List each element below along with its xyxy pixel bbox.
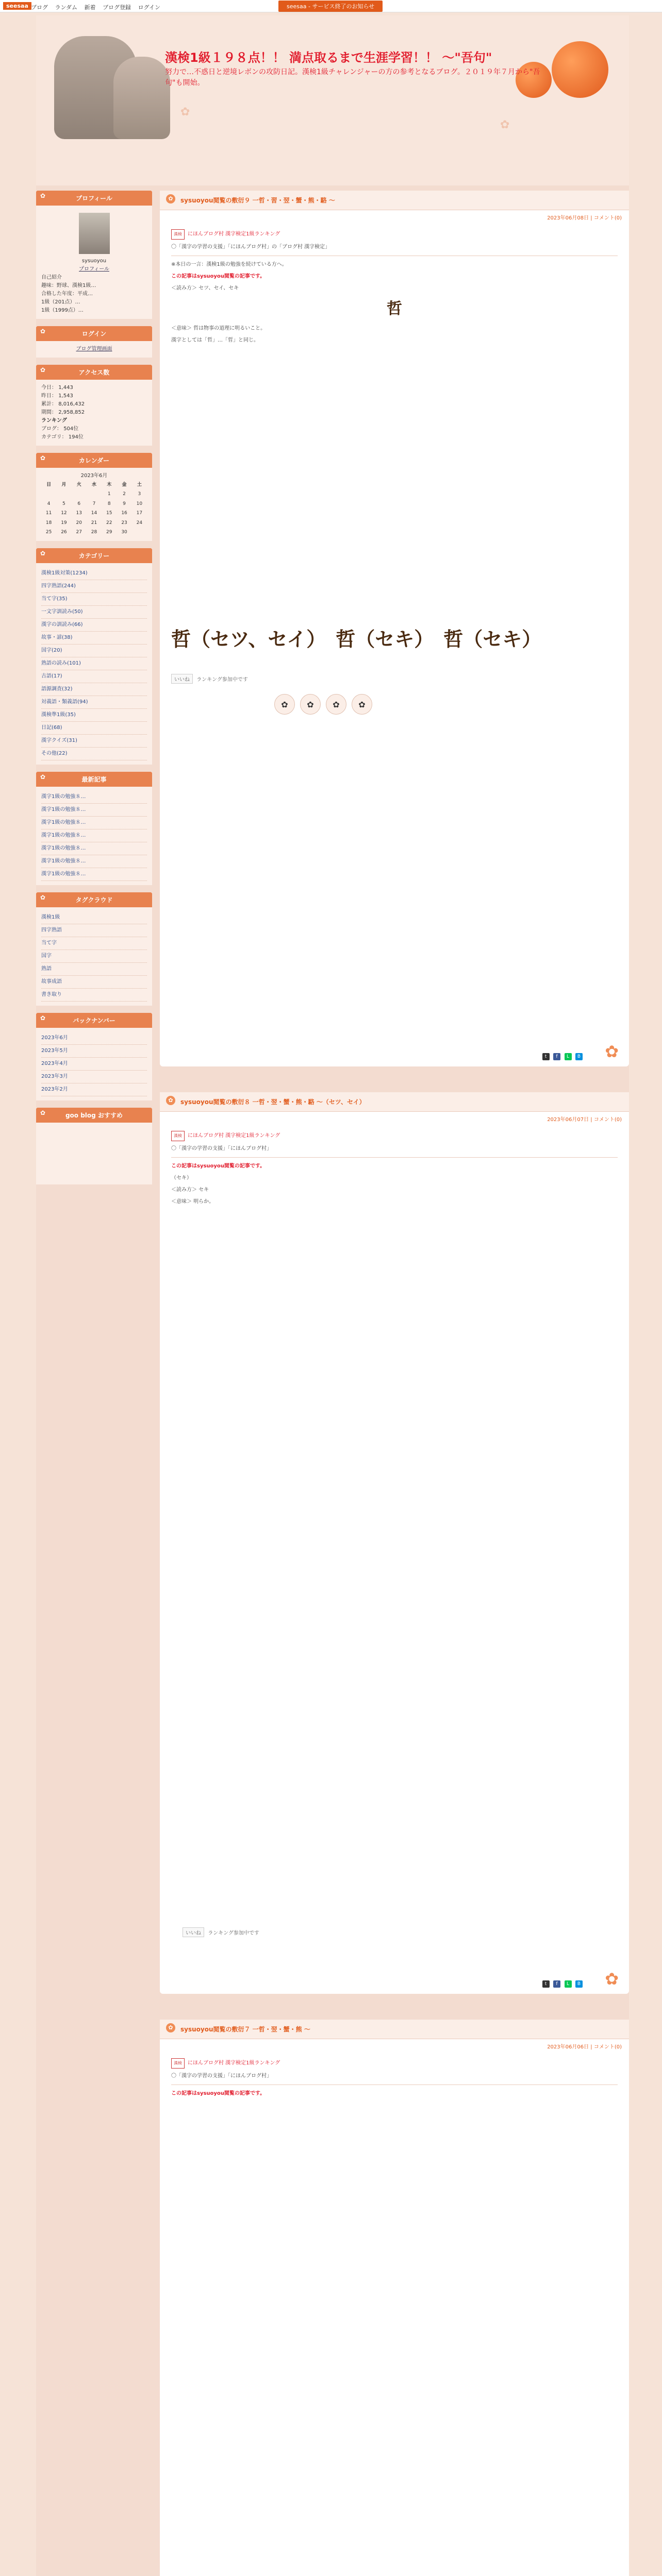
post-paragraph: ＜読み方＞ セツ、セイ、セキ [171,285,239,291]
cal-date[interactable]: 4 [47,501,51,506]
archive-item[interactable]: 2023年6月 [41,1032,147,1045]
recent-heading [36,772,152,787]
access-value: 1,543 [58,393,73,399]
cal-date[interactable]: 11 [45,511,52,516]
cat-ornament-icon: ✿ [605,1969,619,1989]
topbar-link-random[interactable]: ランダム [55,4,78,11]
post-paragraph: 〇「漢字の学習の支援」「にほんブログ村」の「ブログ村 漢字検定」 [171,244,330,250]
recent-posts-box [36,772,152,885]
goo-heading-text: goo blog おすすめ [65,1112,123,1120]
cal-date[interactable]: 20 [76,520,82,526]
archives-heading [36,1013,152,1028]
post-paragraph: この記事はsysuoyou閲覧の記事です。 [171,1163,266,1169]
goo-heading [36,1108,152,1123]
topbar-link-register[interactable]: ブログ登録 [103,4,131,11]
cal-date[interactable]: 18 [45,520,52,526]
category-item[interactable]: 漢字の訓読み(66) [41,619,147,632]
cal-date[interactable]: 28 [91,529,97,535]
tag-item[interactable]: 国字 [41,950,147,963]
cal-date[interactable]: 9 [123,501,126,506]
calendar-box [36,453,152,541]
cal-day: 月 [61,482,67,487]
cal-day: 日 [46,482,52,487]
page-wrapper [36,15,629,2576]
post-actions [160,669,629,689]
cal-day: 木 [107,482,112,487]
reaction-label: ランキング参加中です [208,1930,259,1936]
category-item[interactable]: その他(22) [41,748,147,760]
post-body [160,224,629,669]
access-value: 1,443 [58,385,73,391]
category-item[interactable]: 語源調査(32) [41,683,147,696]
archive-item[interactable]: 2023年2月 [41,1083,147,1096]
ranking-value: 194位 [68,434,84,440]
category-item[interactable]: 四字熟語(244) [41,580,147,593]
profile-heading [36,191,152,206]
access-value: 2,958,852 [58,410,85,415]
cal-date[interactable]: 21 [91,520,97,526]
topbar-link-login[interactable]: ログイン [138,4,161,11]
category-item[interactable]: 漢検準1級(35) [41,709,147,722]
paw-print-icon: ✿ [180,106,190,118]
ranking-row: カテゴリ： 194位 [41,434,84,440]
category-item[interactable]: 対義語・類義語(94) [41,696,147,709]
tags-box [36,892,152,1006]
category-item[interactable]: 日記(68) [41,722,147,735]
access-row: 今日： 1,443 [41,385,73,391]
tags-heading-text: タグクラウド [75,896,113,904]
cal-date[interactable]: 12 [61,511,67,516]
ranking-row: ブログ： 504位 [41,426,79,432]
blog-post [160,2020,629,2576]
line-share-icon[interactable]: L [565,1053,572,1060]
post-title[interactable] [160,191,629,210]
post-title-text[interactable]: sysuoyou閲覧の敷衍８ 一哲・翌・蟹・熊・駱 ～（セツ、セイ） [180,1098,366,1106]
category-list [41,567,147,760]
kanji-heading: 哲 [387,299,402,318]
cal-date [87,489,102,499]
cal-date[interactable]: 13 [76,511,82,516]
profile-line: 趣味：野球、漢検1級… [41,283,96,289]
ranking-badge[interactable]: 漢検 [171,229,185,240]
cal-date[interactable]: 15 [106,511,112,516]
site-header [36,15,629,185]
paw-icon: ✿ [40,454,46,462]
profile-name: sysuoyou [81,258,107,264]
post-paragraph: ※本日の一言：漢検1級の勉強を続けている方へ。 [171,261,287,267]
post-title-text[interactable]: sysuoyou閲覧の敷衍９ 一哲・習・翌・蟹・熊・駱 ～ [180,197,335,204]
main-content [160,191,629,2576]
paw-icon: ✿ [40,1014,46,1022]
archives-heading-text: バックナンバー [73,1017,115,1025]
paw-icon: ✿ [40,328,46,335]
category-item[interactable]: 故事・諺(38) [41,632,147,645]
profile-avatar[interactable] [79,213,110,254]
tag-item[interactable]: 故事成語 [41,976,147,989]
access-heading [36,365,152,380]
paw-icon: ✿ [40,773,46,781]
post-paragraph: ＜読み方＞ セキ [171,1187,209,1193]
cal-date [72,489,87,499]
access-row: 累計： 8,016,432 [41,401,85,407]
cal-date[interactable]: 14 [91,511,97,516]
profile-link[interactable]: プロフィール [79,266,109,272]
category-item[interactable]: 漢字クイズ(31) [41,735,147,748]
topbar [0,0,662,12]
share-buttons [540,1980,583,1988]
recent-heading-text: 最新記事 [81,776,107,784]
recent-list [41,791,147,881]
tag-item[interactable]: 当て字 [41,937,147,950]
access-label: 昨日 [41,393,52,399]
cal-date[interactable]: 24 [136,520,143,526]
topbar-link-blog[interactable]: ブログ [31,4,48,11]
tag-item[interactable]: 四字熟語 [41,924,147,937]
category-item[interactable]: 国字(20) [41,645,147,657]
recent-item[interactable]: 漢字1級の勉強８… [41,804,147,817]
paw-icon: ✿ [40,894,46,902]
category-item[interactable]: 当て字(35) [41,593,147,606]
tag-item[interactable]: 書き取り [41,989,147,1002]
cal-date[interactable]: 19 [61,520,67,526]
cal-date[interactable]: 3 [138,492,141,497]
post-comments-link[interactable]: コメント(0) [593,2044,622,2050]
ranking-link[interactable]: にほんブログ村 漢字検定1級ランキング [188,1133,280,1139]
calendar-heading [36,453,152,468]
post-paragraph: 〇「漢字の学習の支援」「にほんブログ村」 [171,1145,272,1151]
hatena-share-icon[interactable]: B [575,1980,583,1988]
cal-date[interactable]: 22 [106,520,112,526]
categories-heading [36,548,152,563]
post-date: 2023年06月08日 | コメント(0) [547,215,622,221]
cal-date[interactable]: 23 [121,520,127,526]
kitten-image-2 [113,57,170,139]
cal-day: 火 [76,482,81,487]
cal-date[interactable]: 30 [121,529,127,535]
access-label: 期間 [41,410,52,415]
post-comments-link[interactable]: コメント(0) [593,1117,622,1123]
post-date-text: 2023年06月07日 [547,1117,589,1123]
post-body [160,1126,629,1214]
profile-line: 自己紹介 [41,275,62,280]
topbar-links [31,3,166,11]
goo-box [36,1108,152,1184]
cat-icon: ✿ [166,194,175,204]
category-item[interactable]: 熟語の読み(101) [41,657,147,670]
blog-post [160,1092,629,1994]
cal-date[interactable]: 26 [61,529,67,535]
cal-date[interactable]: 25 [45,529,52,535]
login-box [36,326,152,358]
post-paragraph: 〇「漢字の学習の支援」「にほんブログ村」 [171,2073,272,2079]
post-actions [171,1922,271,1942]
twitter-share-icon[interactable]: t [542,1980,550,1988]
post-title-text[interactable]: sysuoyou閲覧の敷衍７ 一哲・翌・蟹・熊 ～ [180,2026,310,2033]
profile-line: 1級（1999点）… [41,308,84,313]
ranking-label-text: カテゴリ [41,434,62,440]
paw-icon: ✿ [40,192,46,199]
post-paragraph: 漢字としては「哲」…「晢」と同じ。 [171,337,259,343]
ranking-link[interactable]: にほんブログ村 漢字検定1級ランキング [188,2060,280,2066]
cat-icon: ✿ [166,2023,175,2032]
tag-item[interactable]: 漢検1級 [41,911,147,924]
paw-print-icon: ✿ [500,118,510,131]
login-heading-text: ログイン [81,330,107,337]
site-title[interactable]: 漢検1級１９８点！！ 満点取るまで生涯学習！！ ～"吾句" [165,50,492,65]
recent-item[interactable]: 漢字1級の勉強８… [41,842,147,855]
ranking-label: ランキング [41,418,67,423]
reaction-cat-icon[interactable]: ✿ [274,694,295,715]
archive-item[interactable]: 2023年4月 [41,1058,147,1071]
hatena-share-icon[interactable]: B [575,1053,583,1060]
access-heading-text: アクセス数 [78,369,110,376]
recent-item[interactable]: 漢字1級の勉強８… [41,855,147,868]
post-title[interactable] [160,2020,629,2039]
post-date-text: 2023年06月06日 [547,2044,589,2050]
archive-list [41,1032,147,1096]
facebook-share-icon[interactable]: f [553,1053,560,1060]
profile-line: 1級（201点）… [41,299,80,305]
cal-day: 水 [91,482,96,487]
cal-date[interactable]: 8 [107,501,111,506]
reaction-cat-icon[interactable]: ✿ [326,694,346,715]
recent-item[interactable]: 漢字1級の勉強８… [41,829,147,842]
topbar-link-new[interactable]: 新着 [84,4,96,11]
cal-date[interactable]: 5 [62,501,65,506]
calendar-heading-text: カレンダー [78,457,110,464]
cal-date [41,489,56,499]
recent-item[interactable]: 漢字1級の勉強８… [41,791,147,804]
cal-day: 土 [137,482,142,487]
reaction-cat-icon[interactable]: ✿ [300,694,321,715]
category-item[interactable]: 一文字訓読み(50) [41,606,147,619]
calendar-table [41,480,147,537]
large-kanji-readings: 哲（セツ、セイ） 哲（セキ） 哲（セキ） [171,628,542,651]
post-paragraph: （セキ） [171,1175,192,1181]
cal-day: 金 [122,482,127,487]
login-heading [36,326,152,341]
cal-date[interactable]: 17 [136,511,143,516]
cal-date[interactable]: 7 [92,501,96,506]
like-button[interactable]: いいね [183,1927,204,1937]
post-date: 2023年06月07日 | コメント(0) [547,1117,622,1123]
access-label: 累計 [41,401,52,407]
post-date: 2023年06月06日 | コメント(0) [547,2044,622,2050]
profile-line: 合格した年度：平成… [41,291,93,297]
reaction-cat-icon[interactable]: ✿ [352,694,372,715]
categories-box [36,548,152,765]
post-paragraph: この記事はsysuoyou閲覧の記事です。 [171,2090,266,2096]
post-comments-link[interactable]: コメント(0) [593,215,622,221]
seesaa-logo[interactable]: seesaa [3,2,31,10]
paw-icon: ✿ [40,550,46,557]
ranking-badge[interactable]: 漢検 [171,1131,185,1141]
share-buttons [540,1053,583,1060]
access-row: 期間： 2,958,852 [41,410,85,415]
tag-list [41,911,147,1002]
ranking-link[interactable]: にほんブログ村 漢字検定1級ランキング [188,231,280,237]
cal-date [132,528,147,537]
tags-heading [36,892,152,907]
service-notice-banner[interactable]: seesaa - サービス終了のお知らせ [278,1,383,12]
cal-date[interactable]: 1 [107,492,111,497]
post-paragraph: この記事はsysuoyou閲覧の記事です。 [171,273,266,279]
ranking-value: 504位 [63,426,79,432]
cal-date[interactable]: 6 [77,501,81,506]
cal-date[interactable]: 16 [121,511,127,516]
cat-ornament-icon: ✿ [605,1042,619,1061]
post-paragraph: ＜意味＞ 哲は物事の道理に明るいこと。 [171,325,266,331]
reaction-label: ランキング参加中です [196,676,248,683]
cal-date[interactable]: 10 [136,501,143,506]
yarn-ball-icon [552,41,608,98]
post-body [160,2053,629,2106]
blog-admin-link[interactable]: ブログ管理画面 [76,346,112,352]
cal-date[interactable]: 29 [106,529,112,535]
cal-date[interactable]: 2 [123,492,126,497]
cal-date[interactable]: 27 [76,529,82,535]
site-description: 努力で…不惑日と逆境レボンの攻防日記。漢検1級チャレンジャーの方の参考となるブログ。２０１９年７月から"吾句"も開始。 [165,68,540,87]
archive-item[interactable]: 2023年5月 [41,1045,147,1058]
archives-box [36,1013,152,1100]
recent-item[interactable]: 漢字1級の勉強８… [41,868,147,881]
archive-item[interactable]: 2023年3月 [41,1071,147,1083]
access-row: 昨日： 1,543 [41,393,73,399]
post-date-text: 2023年06月08日 [547,215,589,221]
twitter-share-icon[interactable]: t [542,1053,550,1060]
ranking-label-text: ブログ [41,426,57,432]
access-label: 今日 [41,385,52,391]
paw-icon: ✿ [40,1109,46,1117]
access-value: 8,016,432 [58,401,85,407]
cat-icon: ✿ [166,1096,175,1105]
category-item[interactable]: 漢検1級対策(1234) [41,567,147,580]
recent-item[interactable]: 漢字1級の勉強８… [41,817,147,829]
post-title[interactable] [160,1092,629,1112]
calendar-month: 2023年6月 [80,473,108,479]
profile-heading-text: プロフィール [76,195,112,202]
cal-date [56,489,71,499]
like-button[interactable]: いいね [171,674,193,684]
paw-icon: ✿ [40,366,46,374]
categories-heading-text: カテゴリー [78,552,110,560]
post-paragraph: ＜意味＞ 明らか。 [171,1198,214,1205]
reaction-row [171,689,618,735]
tag-item[interactable]: 熟語 [41,963,147,976]
ranking-badge[interactable]: 漢検 [171,2058,185,2069]
facebook-share-icon[interactable]: f [553,1980,560,1988]
line-share-icon[interactable]: L [565,1980,572,1988]
category-item[interactable]: 古語(17) [41,670,147,683]
access-box [36,365,152,446]
sidebar [36,191,152,1192]
profile-box [36,191,152,319]
blog-post [160,191,629,1066]
